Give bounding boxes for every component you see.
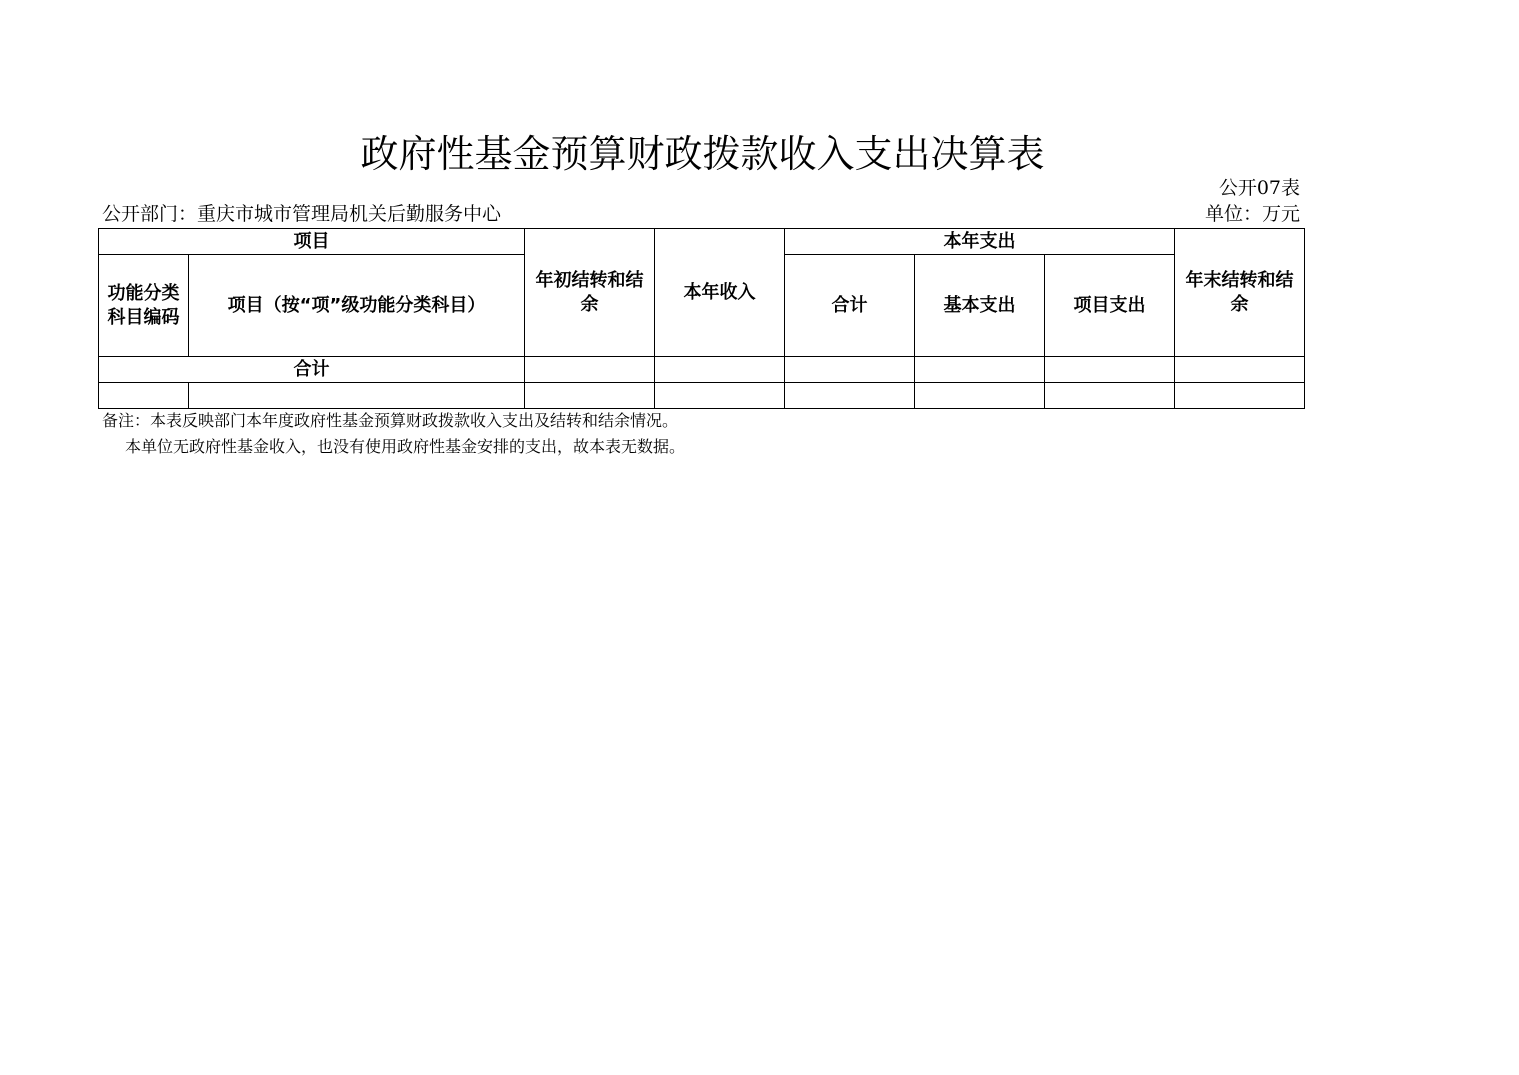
table-row-total (99, 357, 1305, 383)
table-cell (1045, 383, 1175, 409)
table-cell (1175, 383, 1305, 409)
budget-table (98, 228, 1305, 409)
header-expense: 本年支出 (785, 229, 1175, 255)
table-cell (189, 383, 525, 409)
department-label: 公开部门：重庆市城市管理局机关后勤服务中心 (102, 203, 502, 225)
unit-label: 单位：万元 (1204, 203, 1300, 225)
header-income: 本年收入 (655, 229, 785, 357)
header-expense-basic: 基本支出 (915, 255, 1045, 357)
note-line-2: 本单位无政府性基金收入，也没有使用政府性基金安排的支出，故本表无数据。 (125, 437, 686, 456)
header-begin-balance: 年初结转和结余 (525, 229, 655, 357)
header-item-detail: 项目（按“项”级功能分类科目） (189, 255, 525, 357)
table-cell (1175, 357, 1305, 383)
header-func-code: 功能分类科目编码 (99, 255, 189, 357)
table-cell (655, 357, 785, 383)
table-cell (785, 357, 915, 383)
header-end-balance: 年末结转和结余 (1175, 229, 1305, 357)
table-cell (525, 357, 655, 383)
form-number: 公开07表 (1218, 177, 1300, 199)
header-expense-total: 合计 (785, 255, 915, 357)
table-cell (1045, 357, 1175, 383)
total-row-label: 合计 (99, 357, 525, 383)
table-cell (915, 383, 1045, 409)
table-cell (99, 383, 189, 409)
table-cell (655, 383, 785, 409)
header-item: 项目 (99, 229, 525, 255)
note-line-1: 备注：本表反映部门本年度政府性基金预算财政拨款收入支出及结转和结余情况。 (102, 411, 679, 430)
page-title: 政府性基金预算财政拨款收入支出决算表 (360, 132, 1045, 176)
table-cell (915, 357, 1045, 383)
header-expense-project: 项目支出 (1045, 255, 1175, 357)
table-cell (525, 383, 655, 409)
table-cell (785, 383, 915, 409)
table-row (99, 383, 1305, 409)
